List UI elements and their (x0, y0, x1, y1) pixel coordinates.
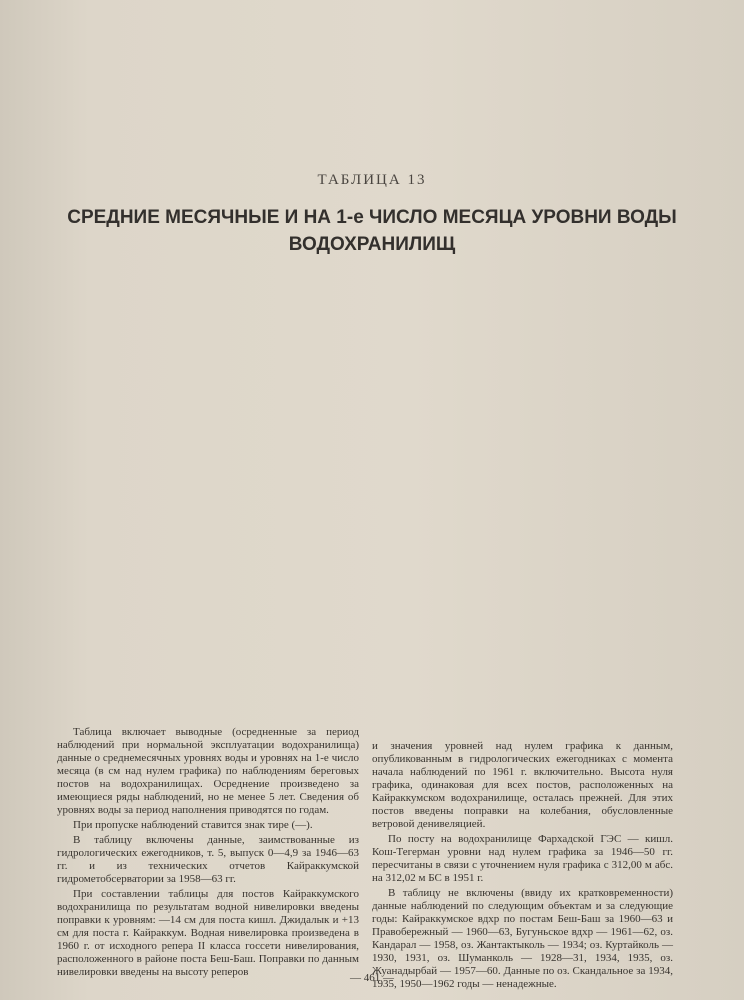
paragraph: В таблицу не включены (ввиду их кратковременности) данные наблюдений по следующим объектам и за следующие годы: Кайраккумское вдхр по постам Беш-Баш за 1960—63 и Правобережный — 1960—63, Бугуньское вдхр — 1961—62, оз. Кандарал — 1958, оз. Жантактыколь — 1934; оз. Куртайколь — 1930, 1931, оз. Шуманколь — 1928—31, 1934, 1935, оз. Жуанадырбай — 1957—60. Данные по оз. Скандальное за 1934, 1935, 1950—1962 годы — ненадежные. (372, 887, 673, 990)
paragraph: Таблица включает выводные (осредненные за период наблюдений при нормальной эксплуатации водохранилища) данные о среднемесячных уровнях воды и уровнях на 1-е число месяца (в см над нулем графика) по наблюдениям береговых постов на водохранилищах. Осреднение произведено за имеющиеся ряды наблюдений, но не менее 5 лет. Сведения об уровнях воды за период наполнения приводятся по годам. (57, 726, 359, 816)
paragraph: В таблицу включены данные, заимствованные из гидрологических ежегодников, т. 5, выпуск 0—4,9 за 1946—63 гг. и из технических отчетов Кайраккумской гидрометобсерватории за 1958—63 гг. (57, 834, 359, 885)
paragraph: При пропуске наблюдений ставится знак тире (—). (73, 819, 313, 831)
page-number: — 461 — (350, 972, 394, 984)
left-text-column (57, 726, 359, 979)
title-line-2: ВОДОХРАНИЛИЩ (288, 234, 456, 255)
paragraph: При составлении таблицы для постов Кайраккумского водохранилища по результатам водной нивелировки введены поправки к уровням: —14 см для поста кишл. Джидалык и +13 см для поста г. Кайраккум. Водная нивелировка произведена в 1960 г. от исходного репера II класса госсети нивелирования, расположенного в районе поста Беш-Баш. Поправки по данным нивелировки введены на высоту реперов (57, 888, 359, 978)
title-line-1: СРЕДНИЕ МЕСЯЧНЫЕ И НА 1-е ЧИСЛО МЕСЯЦА УРОВНИ ВОДЫ (67, 207, 677, 228)
page-title (60, 204, 684, 258)
right-text-column (372, 740, 673, 991)
table-label: ТАБЛИЦА 13 (317, 172, 427, 188)
paragraph: и значения уровней над нулем графика к данным, опубликованным в гидрологических ежегодниках с момента начала наблюдений по 1961 г. включительно. Высота нуля графика, одинаковая для всех постов, расположенных на Кайраккумском водохранилище, осталась прежней. Для этих постов введены поправки на колебания, обусловленные ветровой денивеляцией. (372, 740, 673, 830)
paragraph: По посту на водохранилище Фархадской ГЭС — кишл. Кош-Тегерман уровни над нулем графика за 1946—50 гг. пересчитаны в связи с уточнением нуля графика с 312,00 м абс. на 312,02 м БС в 1951 г. (372, 833, 673, 884)
